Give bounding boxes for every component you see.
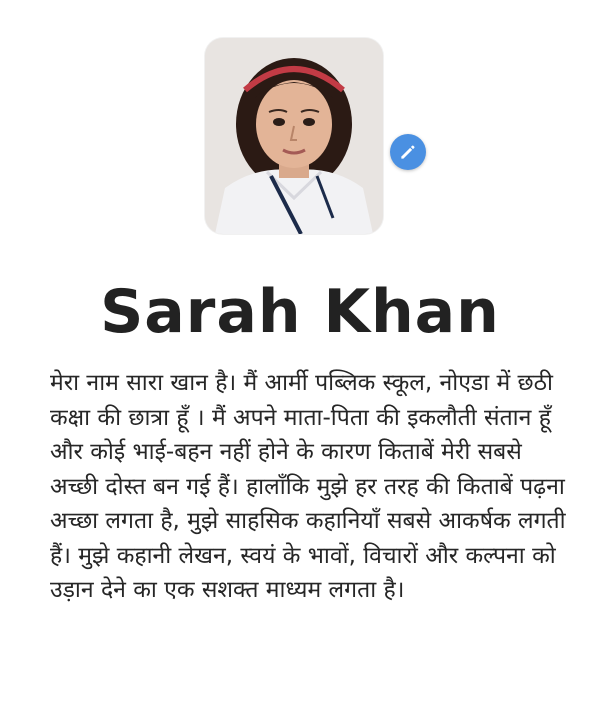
avatar	[205, 38, 383, 234]
profile-name: Sarah Khan	[100, 277, 500, 347]
profile-photo	[205, 38, 383, 234]
edit-profile-button[interactable]	[390, 134, 426, 170]
pencil-icon	[398, 142, 418, 162]
profile-bio: मेरा नाम सारा खान है। मैं आर्मी पब्लिक स्कूल, नोएडा में छठी कक्षा की छात्रा हूँ । मैं अपने माता-पिता की इकलौती संतान हूँ और कोई भाई-बहन नहीं होने के कारण किताबें मेरी सबसे अच्छी दोस्त बन गई हैं। हालाँकि मुझे हर तरह की किताबें पढ़ना अच्छा लगता है, मुझे साहसिक कहानियाँ सबसे आकर्षक लगती हैं। मुझे कहानी लेखन, स्वयं के भावों, विचारों और कल्पना को उड़ान देने का एक सशक्त माध्यम लगता है।	[50, 370, 566, 603]
